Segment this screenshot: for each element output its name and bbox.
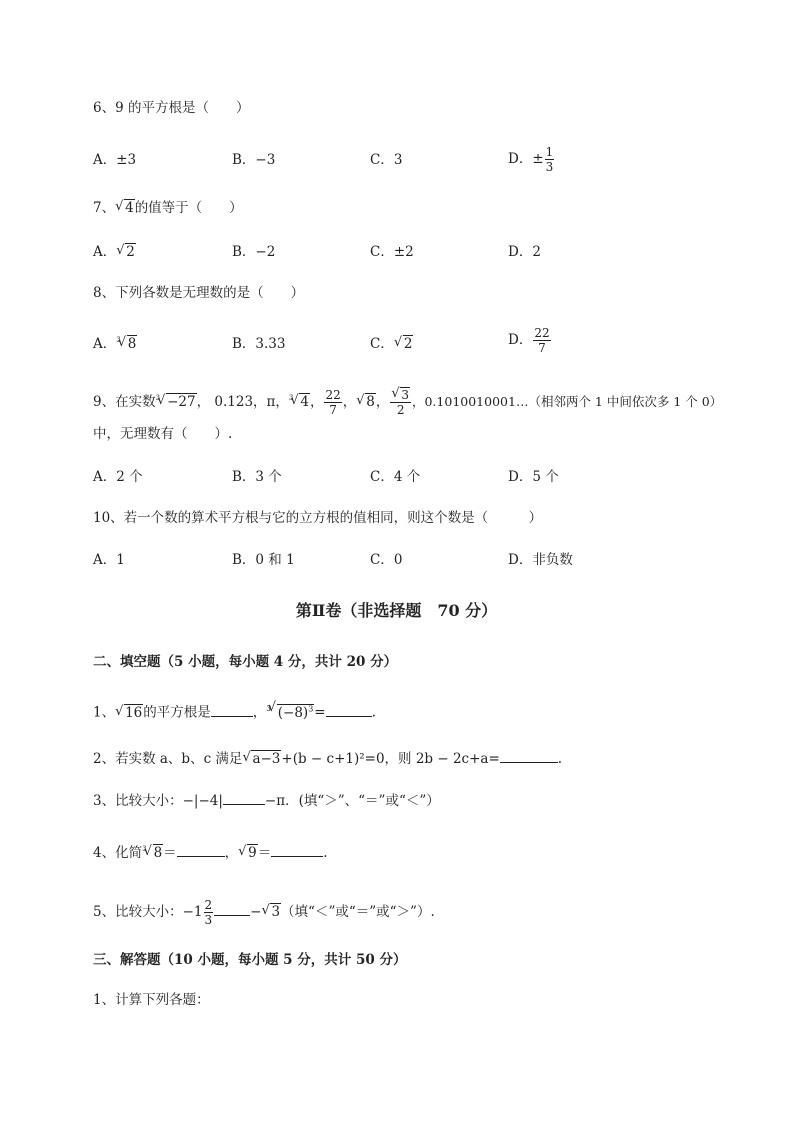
fill-2: 2、若实数 a、b、c 满足√ a−3+(b − c+1)²=0，则 2b − 2c+a= . bbox=[93, 748, 562, 769]
answer-blank bbox=[271, 842, 323, 857]
part-2-title: 第Ⅱ卷（非选择题 70 分） bbox=[295, 601, 498, 620]
question-10-stem: 10、若一个数的算术平方根与它的立方根的值相同，则这个数是（ ） bbox=[93, 510, 543, 526]
q7-option-d: D．2 bbox=[508, 244, 541, 260]
section-3-heading: 三、解答题（10 小题，每小题 5 分，共计 50 分） bbox=[93, 952, 407, 968]
q10-option-a: A．1 bbox=[93, 552, 125, 568]
q9-option-d: D．5 个 bbox=[508, 469, 559, 485]
fill-4: 4、化简$^3$√ 8＝ ，√ 9＝ . bbox=[93, 842, 328, 865]
fill-1: 1、√ 16的平方根是 ，$^3$√ $(-8)^3=$ . bbox=[93, 699, 376, 725]
q8-option-a: A．$^3$√ 8 bbox=[93, 334, 137, 356]
question-9-stem-line2: 中，无理数有（ ）. bbox=[93, 426, 233, 442]
q6-option-b: B．−3 bbox=[232, 152, 276, 168]
q7-option-a: A．√ 2 bbox=[93, 242, 136, 262]
fill-5: 5、比较大小：−1 $\frac{2}{3}$ −√ 3（填“＜”或“＝”或“＞”）. bbox=[93, 898, 435, 927]
answer-blank bbox=[214, 901, 250, 916]
q10-option-b: B．0 和 1 bbox=[232, 552, 295, 568]
section-2-heading: 二、填空题（5 小题，每小题 4 分，共计 20 分） bbox=[93, 654, 398, 670]
q9-option-c: C．4 个 bbox=[370, 469, 421, 485]
q8-option-c: C．√ 2 bbox=[370, 334, 413, 354]
answer-blank bbox=[326, 702, 372, 717]
q7-option-c: C．±2 bbox=[370, 244, 414, 260]
q9-option-a: A．2 个 bbox=[93, 469, 143, 485]
q8-option-d: D． $\frac{22}{7}$ bbox=[508, 326, 550, 355]
q10-option-d: D．非负数 bbox=[508, 552, 573, 568]
question-6-stem: 6、9 的平方根是（ ） bbox=[93, 100, 250, 116]
solve-1-stem: 1、计算下列各题： bbox=[93, 992, 210, 1008]
question-8-stem: 8、下列各数是无理数的是（ ） bbox=[93, 285, 305, 301]
answer-blank bbox=[223, 790, 265, 805]
q6-option-a: A．±3 bbox=[93, 152, 137, 168]
sqrt-symbol: √ 4 bbox=[115, 198, 135, 218]
q8-option-b: B．3.33 bbox=[232, 336, 286, 352]
answer-blank bbox=[500, 748, 558, 763]
repeating-decimal: 0.123 bbox=[214, 394, 254, 410]
q9-option-b: B．3 个 bbox=[232, 469, 282, 485]
answer-blank bbox=[177, 842, 225, 857]
q6-option-d: D．± $\frac{1}{3}$ bbox=[508, 145, 554, 174]
answer-blank bbox=[211, 702, 253, 717]
q6-option-c: C．3 bbox=[370, 152, 403, 168]
question-7-stem: 7、√ 4的值等于（ ） bbox=[93, 198, 243, 218]
q10-option-c: C．0 bbox=[370, 552, 403, 568]
question-9-stem: 9、在实数$^3$√ −27， 0.123，π，$^3$√ 4， $\frac{22}{7}$ ，√ 8， √ $\frac{3}{2}$ ，0.1010010001…（相邻两个 1 中间依次多 1 个 0） bbox=[93, 388, 722, 417]
q7-option-b: B．−2 bbox=[232, 244, 276, 260]
fill-3: 3、比较大小：−|−4| −π．(填“＞”、“＝”或“＜”） bbox=[93, 790, 440, 811]
